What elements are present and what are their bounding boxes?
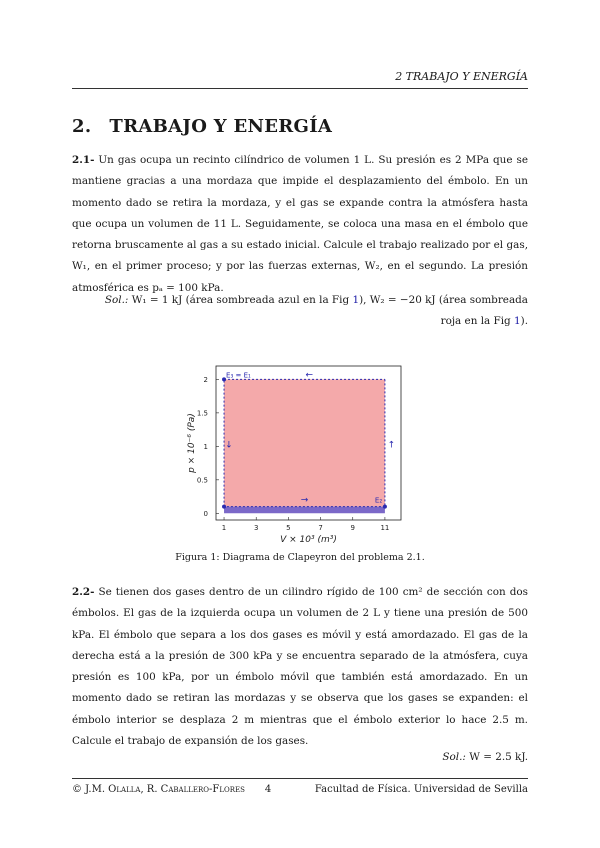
footer	[72, 784, 528, 795]
solution-part-3: ).	[520, 315, 528, 328]
y-tick-label-4: 2	[203, 375, 208, 384]
footer-institution: Facultad de Física. Universidad de Sevilla	[314, 784, 528, 795]
x-tick-label-4: 9	[350, 524, 355, 532]
x-tick-label-0: 1	[221, 524, 227, 532]
figure-caption: Figura 1: Diagrama de Clapeyron del problema 2.1.	[175, 552, 425, 563]
problem-2-2-text: Se tienen dos gases dentro de un cilindro rígido de 100 cm² de sección con dos émbolos. El gas de la izquierda ocupa un volumen de 2 L y tiene una presión de 500 kPa. El émbolo que separa a los dos gases es móvil y está amordazado. El gas de la derecha está a la presión de 300 kPa y se encuentra separado de la atmósfera, cuya presión es 100 kPa, por un émbolo móvil que también está amordazado. En un momento dado se retiran las mordazas y se observa que los gases se expanden: el émbolo interior se desplaza 2 m mientras que el émbolo exterior lo hace 2.5 m. Calcule el trabajo de expansión de los gases.	[72, 586, 528, 748]
y-tick-label-2: 1	[203, 442, 208, 451]
y-tick-label-0: 0	[203, 509, 208, 518]
arrow-right-bottom: →	[300, 495, 309, 506]
header-rule	[72, 88, 528, 89]
x-axis-label: V × 10³ (m³)	[280, 535, 337, 545]
clapeyron-chart	[186, 360, 416, 548]
y-axis-label: p × 10⁻⁶ (Pa)	[187, 413, 197, 473]
x-tick-label-3: 7	[318, 524, 323, 532]
y-tick-label-3: 1.5	[196, 409, 208, 418]
solution-label: Sol.:	[104, 294, 129, 306]
problem-2-2-solution	[88, 747, 528, 768]
problem-2-1-label: 2.1-	[72, 154, 95, 166]
section-title	[72, 116, 332, 137]
arrow-left-top: ←	[305, 370, 314, 381]
state-point-1	[383, 505, 387, 509]
state-point-2	[222, 505, 226, 509]
footer-rule	[72, 778, 528, 779]
section-title-text: TRABAJO Y ENERGÍA	[109, 116, 333, 137]
state-label-e2: E₂	[374, 496, 383, 505]
arrow-up-right: ↑	[387, 440, 396, 451]
problem-2-1	[72, 150, 528, 299]
problem-2-2-label: 2.2-	[72, 586, 95, 598]
area-series-1	[224, 507, 385, 514]
arrow-down-left: ↓	[225, 440, 233, 451]
x-tick-label-2: 5	[286, 524, 291, 532]
x-tick-label-1: 3	[253, 524, 259, 532]
footer-authors: © J.M. Olalla, R. Caballero-Flores	[72, 784, 245, 795]
solution-2-text: W = 2.5 kJ.	[469, 751, 528, 763]
area-series-0	[224, 379, 385, 506]
problem-2-1-text: Un gas ocupa un recinto cilíndrico de volumen 1 L. Su presión es 2 MPa que se mantiene gracias a una mordaza que impide el desplazamiento del émbolo. En un momento dado se retira la mordaza, y el gas se expande contra la atmósfera hasta que ocupa un volumen de 11 L. Seguidamente, se coloca una masa en el émbolo que retorna bruscamente al gas a su estado inicial. Calcule el trabajo realizado por el gas, W₁, en el primer proceso; y por las fuerzas externas, W₂, en el segundo. La presión atmosférica es pₐ = 100 kPa.	[72, 154, 529, 294]
x-tick-label-5: 11	[380, 524, 390, 532]
y-tick-label-1: 0.5	[196, 476, 208, 485]
running-header: 2 TRABAJO Y ENERGÍA	[395, 70, 528, 83]
section-number: 2.	[72, 116, 92, 137]
figure-link-2[interactable]: 1	[514, 315, 521, 328]
problem-2-2	[72, 582, 528, 752]
problem-2-1-solution	[88, 290, 528, 333]
solution-part-2: ), W₂ = −20 kJ (área sombreada roja en la Fig	[359, 294, 528, 328]
state-label-e3-e1: E₃ = E₁	[226, 371, 251, 380]
solution-2-label: Sol.:	[442, 751, 466, 763]
solution-part-1: W₁ = 1 kJ (área sombreada azul en la Fig	[131, 294, 350, 306]
page-number: 4	[264, 784, 272, 795]
figure-link-1[interactable]: 1	[352, 294, 360, 306]
